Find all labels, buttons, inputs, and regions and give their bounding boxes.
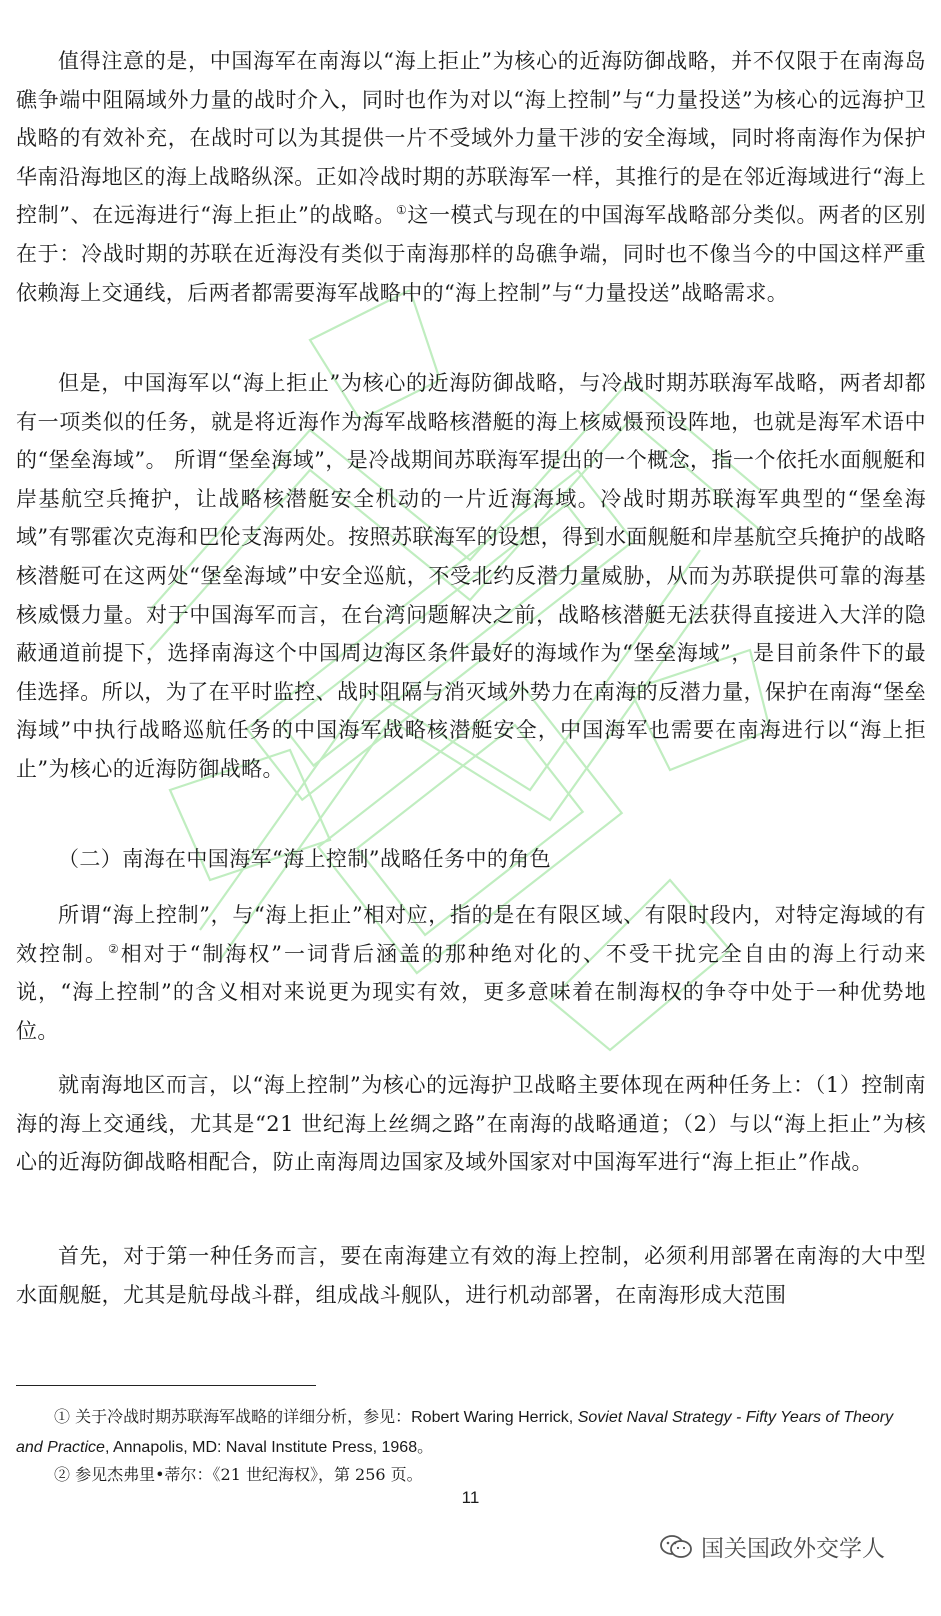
paragraph-1-text: 值得注意的是，中国海军在南海以“海上拒止”为核心的近海防御战略，并不仅限于在南海岛礁争端中阻隔域外力量的战时介入，同时也作为对以“海上控制”与“力量投送”为核心的远海护卫战略的有效补充，在战时可以为其提供一片不受域外力量干涉的安全海域，同时将南海作为保护华南沿海地区的海上战略纵深。正如冷战时期的苏联海军一样，其推行的是在邻近海域进行“海上控制”、在远海进行“海上拒止”的战略。 [16, 49, 926, 228]
footnote-ref-1[interactable]: ① [395, 203, 408, 218]
footnote-1-author: Robert Waring Herrick, [411, 1409, 578, 1426]
section-heading: （二）南海在中国海军“海上控制”战略任务中的角色 [58, 847, 552, 871]
footnote-1 [16, 1402, 916, 1462]
footnote-ref-2[interactable]: ② [107, 941, 121, 956]
paragraph-1 [16, 42, 926, 312]
paragraph-2: 但是，中国海军以“海上拒止”为核心的近海防御战略，与冷战时期苏联海军战略，两者却都有一项类似的任务，就是将近海作为海军战略核潜艇的海上核威慑预设阵地，也就是海军术语中的“堡垒海域”。 所谓“堡垒海域”，是冷战期间苏联海军提出的一个概念，指一个依托水面舰艇和岸基航空兵掩护，让战略核潜艇安全机动的一片近海海域。冷战时期苏联海军典型的“堡垒海域”有鄂霍次克海和巴伦支海两处。按照苏联海军的设想，得到水面舰艇和岸基航空兵掩护的战略核潜艇可在这两处“堡垒海域”中安全巡航，不受北约反潜力量威胁，从而为苏联提供可靠的海基核威慑力量。对于中国海军而言，在台湾问题解决之前，战略核潜艇无法获得直接进入大洋的隐蔽通道前提下，选择南海这个中国周边海区条件最好的海域作为“堡垒海域”，是目前条件下的最佳选择。所以，为了在平时监控、战时阻隔与消灭域外势力在南海的反潜力量，保护在南海“堡垒海域”中执行战略巡航任务的中国海军战略核潜艇安全，中国海军也需要在南海进行以“海上拒止”为核心的近海防御战略。 [16, 371, 926, 781]
wechat-icon [659, 1534, 693, 1560]
footnote-1-cn: 关于冷战时期苏联海军战略的详细分析，参见： [75, 1407, 412, 1426]
brand-watermark [659, 1530, 885, 1563]
paragraph-3 [16, 896, 926, 1050]
footnote-divider [16, 1385, 316, 1386]
paragraph-4: 就南海地区而言，以“海上控制”为核心的远海护卫战略主要体现在两种任务上：（1）控制南海的海上交通线，尤其是“21 世纪海上丝绸之路”在南海的战略通道；（2）与以“海上拒止”为核心的近海防御战略相配合，防止南海周边国家及域外国家对中国海军进行“海上拒止”作战。 [16, 1073, 926, 1175]
footnote-1-publisher: , Annapolis, MD: Naval Institute Press, 1968。 [104, 1439, 434, 1456]
footnote-1-mark: ① [54, 1407, 71, 1426]
paragraph-3-text: 所谓“海上控制”，与“海上拒止”相对应，指的是在有限区域、有限时段内，对特定海域的有效控制。 [16, 903, 926, 966]
paragraph-3-tail: 相对于“制海权”一词背后涵盖的那种绝对化的、不受干扰完全自由的海上行动来说，“海上控制”的含义相对来说更为现实有效，更多意味着在制海权的争夺中处于一种优势地位。 [16, 941, 926, 1043]
paragraph-1-tail: 这一模式与现在的中国海军战略部分类似。两者的区别在于：冷战时期的苏联在近海没有类似于南海那样的岛礁争端，同时也不像当今的中国这样严重依赖海上交通线，后两者都需要海军战略中的“海上控制”与“力量投送”战略需求。 [16, 203, 926, 305]
page-number: 11 [461, 1488, 480, 1507]
footnote-2: ② 参见杰弗里•蒂尔：《21 世纪海权》，第 256 页。 [54, 1465, 423, 1484]
paragraph-5: 首先，对于第一种任务而言，要在南海建立有效的海上控制，必须利用部署在南海的大中型水面舰艇，尤其是航母战斗群，组成战斗舰队，进行机动部署，在南海形成大范围 [16, 1244, 926, 1307]
footnote-1-title: Soviet Naval Strategy - Fifty Years of Theory and Practice [16, 1409, 894, 1456]
brand-name: 国关国政外交学人 [701, 1536, 885, 1562]
